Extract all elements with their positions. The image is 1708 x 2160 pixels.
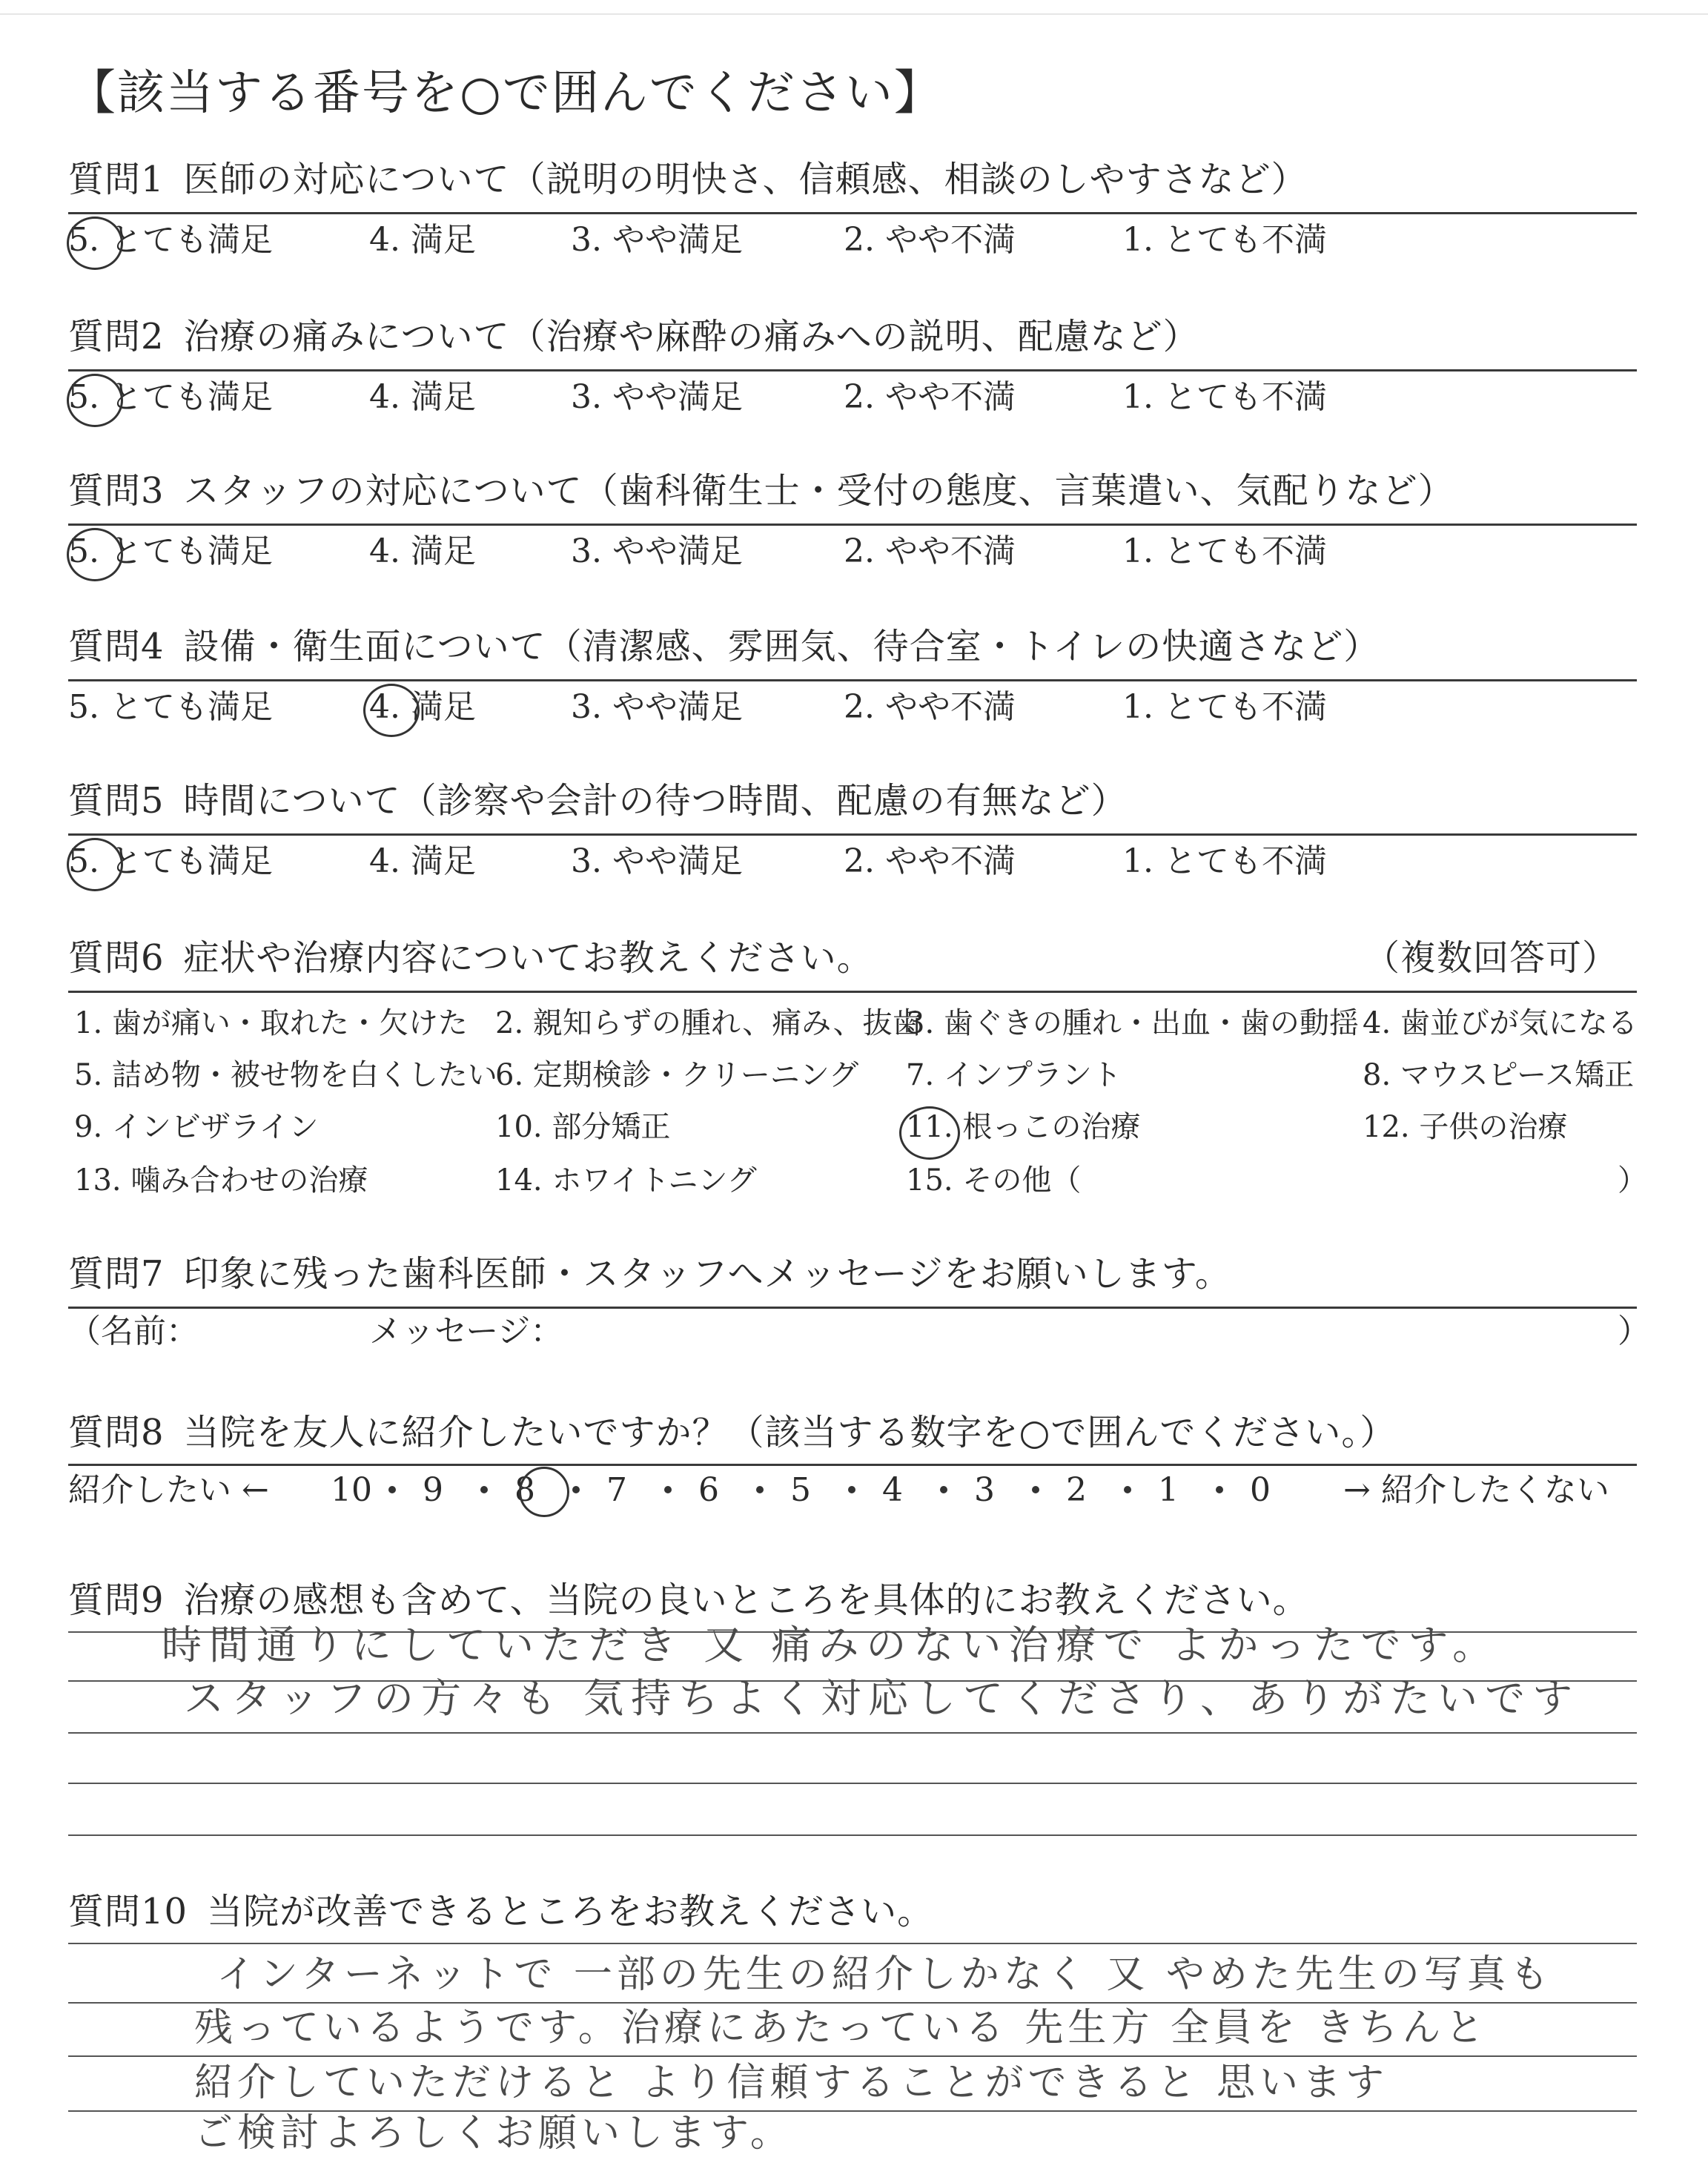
q5-number: 質問5 <box>68 780 165 822</box>
q8-scale-2[interactable]: 2 <box>1066 1471 1087 1509</box>
q1-option-2[interactable]: 2. やや不満 <box>844 221 1016 259</box>
q8-selection-circle <box>519 1467 569 1517</box>
q6-option-8[interactable]: 8. マウスピース矯正 <box>1363 1058 1635 1092</box>
q5-text: 時間について（診察や会計の待つ時間、配慮の有無など） <box>183 780 1128 822</box>
q2-option-3[interactable]: 3. やや満足 <box>571 378 743 416</box>
q6-option-6[interactable]: 6. 定期検診・クリーニング <box>495 1058 859 1092</box>
q10-rule-1 <box>68 1943 1637 1944</box>
q7-close-paren: ） <box>1618 1312 1650 1350</box>
q4-number: 質問4 <box>68 626 165 667</box>
q5-heading <box>68 779 1128 823</box>
q2-option-2[interactable]: 2. やや不満 <box>844 378 1016 416</box>
q10-number: 質問10 <box>68 1891 188 1932</box>
q10-answer-line-1: インターネットで 一部の先生の紹介しかなく 又 やめた先生の写真も <box>216 1952 1553 1997</box>
q1-option-5[interactable]: 5. とても満足 <box>68 221 273 259</box>
q8-scale-dot <box>388 1486 396 1493</box>
q8-scale-3[interactable]: 3 <box>974 1471 995 1509</box>
q8-left-label: 紹介したい ← <box>68 1471 269 1509</box>
q3-option-3[interactable]: 3. やや満足 <box>571 532 743 570</box>
q6-option-7[interactable]: 7. インプラント <box>906 1058 1122 1092</box>
q9-rule-4 <box>68 1783 1637 1784</box>
q9-answer-line-1: 時間通りにしていただき 又 痛みのない治療で よかったです。 <box>162 1622 1500 1668</box>
q8-number: 質問8 <box>68 1412 165 1453</box>
q5-rule <box>68 833 1637 836</box>
q3-option-2[interactable]: 2. やや不満 <box>844 532 1016 570</box>
q8-scale-7[interactable]: 7 <box>606 1471 627 1509</box>
q8-scale-1[interactable]: 1 <box>1158 1471 1179 1509</box>
q3-option-4[interactable]: 4. 満足 <box>369 532 476 570</box>
q8-scale-dot <box>1216 1486 1223 1493</box>
q1-option-1[interactable]: 1. とても不満 <box>1122 221 1327 259</box>
q3-selection-circle <box>67 528 123 581</box>
q1-heading <box>68 157 1308 202</box>
q6-option-2[interactable]: 2. 親知らずの腫れ、痛み、抜歯 <box>495 1006 922 1040</box>
q5-option-1[interactable]: 1. とても不満 <box>1122 842 1327 880</box>
q10-text: 当院が改善できるところをお教えください。 <box>207 1891 934 1932</box>
q9-number: 質問9 <box>68 1579 165 1621</box>
q4-option-1[interactable]: 1. とても不満 <box>1122 688 1327 726</box>
q1-number: 質問1 <box>68 159 165 200</box>
q7-number: 質問7 <box>68 1253 165 1295</box>
q6-option-12[interactable]: 12. 子供の治療 <box>1363 1110 1568 1144</box>
q4-option-4[interactable]: 4. 満足 <box>369 688 476 726</box>
q6-number: 質問6 <box>68 937 165 979</box>
q1-rule <box>68 212 1637 214</box>
q6-option-4[interactable]: 4. 歯並びが気になる <box>1363 1006 1638 1040</box>
q6-option-14[interactable]: 14. ホワイトニング <box>495 1163 757 1198</box>
q8-scale-10[interactable]: 10 <box>331 1471 372 1509</box>
q6-note: （複数回答可） <box>1364 937 1619 979</box>
q6-option-11[interactable]: 11. 根っこの治療 <box>906 1110 1141 1144</box>
q3-number: 質問3 <box>68 470 165 512</box>
q7-text: 印象に残った歯科医師・スタッフへメッセージをお願いします。 <box>183 1253 1231 1295</box>
q8-scale-dot <box>664 1486 672 1493</box>
q3-option-5[interactable]: 5. とても満足 <box>68 532 273 570</box>
q9-rule-5 <box>68 1834 1637 1836</box>
q2-option-1[interactable]: 1. とても不満 <box>1122 378 1327 416</box>
q4-option-5[interactable]: 5. とても満足 <box>68 688 273 726</box>
q8-right-label: → 紹介したくない <box>1343 1471 1609 1509</box>
q2-heading <box>68 314 1199 359</box>
q4-heading <box>68 624 1380 669</box>
q2-rule <box>68 369 1637 371</box>
q8-scale-8[interactable]: 8 <box>514 1471 535 1509</box>
q8-scale-dot <box>572 1486 580 1493</box>
q8-scale-dot <box>1032 1486 1039 1493</box>
q6-close-paren: ） <box>1618 1163 1647 1198</box>
q7-rule <box>68 1307 1637 1309</box>
q9-text: 治療の感想も含めて、当院の良いところを具体的にお教えください。 <box>183 1579 1309 1621</box>
q8-text: 当院を友人に紹介したいですか？（該当する数字を○で囲んでください。） <box>183 1412 1397 1453</box>
q6-option-10[interactable]: 10. 部分矯正 <box>495 1110 671 1144</box>
q6-selection-circle <box>899 1106 960 1160</box>
q4-option-3[interactable]: 3. やや満足 <box>571 688 743 726</box>
q10-heading <box>68 1889 933 1934</box>
q10-answer-line-2: 残っているようです。治療にあたっている 先生方 全員を きちんと <box>194 2006 1489 2050</box>
q9-rule-3 <box>68 1732 1637 1734</box>
q9-answer-line-2: スタッフの方々も 気持ちよく対応してくださり、ありがたいです <box>184 1675 1580 1722</box>
q5-selection-circle <box>67 838 123 891</box>
q10-answer-line-4: ご検討よろしくお願いします。 <box>194 2111 793 2156</box>
q8-heading <box>68 1410 1396 1455</box>
q1-selection-circle <box>67 217 123 270</box>
q6-option-13[interactable]: 13. 噛み合わせの治療 <box>74 1163 368 1198</box>
q6-heading <box>68 936 873 980</box>
q8-rule <box>68 1464 1637 1466</box>
q2-text: 治療の痛みについて（治療や麻酔の痛みへの説明、配慮など） <box>183 316 1199 357</box>
q1-option-3[interactable]: 3. やや満足 <box>571 221 743 259</box>
q8-scale-9[interactable]: 9 <box>423 1471 443 1509</box>
q2-selection-circle <box>67 374 123 427</box>
q8-scale-0[interactable]: 0 <box>1250 1471 1271 1509</box>
q5-option-5[interactable]: 5. とても満足 <box>68 842 273 880</box>
q3-rule <box>68 524 1637 526</box>
q8-scale-dot <box>480 1486 488 1493</box>
q4-rule <box>68 679 1637 681</box>
q6-option-5[interactable]: 5. 詰め物・被せ物を白くしたい <box>74 1058 497 1092</box>
q2-option-5[interactable]: 5. とても満足 <box>68 378 273 416</box>
q6-rule <box>68 991 1637 993</box>
q6-option-1[interactable]: 1. 歯が痛い・取れた・欠けた <box>74 1006 468 1040</box>
page-title: 【該当する番号を○で囲んでください】 <box>68 66 943 121</box>
q1-option-4[interactable]: 4. 満足 <box>369 221 476 259</box>
q7-heading <box>68 1252 1231 1296</box>
q3-text: スタッフの対応について（歯科衛生士・受付の態度、言葉遣い、気配りなど） <box>183 470 1454 512</box>
q8-scale-6[interactable]: 6 <box>698 1471 719 1509</box>
q8-scale-4[interactable]: 4 <box>882 1471 903 1509</box>
q4-option-2[interactable]: 2. やや不満 <box>844 688 1016 726</box>
q3-heading <box>68 469 1454 513</box>
q2-number: 質問2 <box>68 316 165 357</box>
q9-heading <box>68 1578 1309 1622</box>
scan-edge-line <box>0 13 1708 15</box>
q8-scale-dot <box>848 1486 855 1493</box>
q8-scale-5[interactable]: 5 <box>790 1471 811 1509</box>
q6-text: 症状や治療内容についてお教えください。 <box>183 937 873 979</box>
q5-option-3[interactable]: 3. やや満足 <box>571 842 743 880</box>
q7-message-label: メッセージ： <box>369 1312 563 1350</box>
q6-option-9[interactable]: 9. インビザライン <box>74 1110 319 1144</box>
q2-option-4[interactable]: 4. 満足 <box>369 378 476 416</box>
q1-text: 医師の対応について（説明の明快さ、信頼感、相談のしやすさなど） <box>183 159 1308 200</box>
q8-scale-dot <box>1124 1486 1131 1493</box>
q4-selection-circle <box>363 684 420 737</box>
q6-option-3[interactable]: 3. 歯ぐきの腫れ・出血・歯の動揺 <box>906 1006 1359 1040</box>
q8-scale-dot <box>940 1486 947 1493</box>
q5-option-2[interactable]: 2. やや不満 <box>844 842 1016 880</box>
q6-option-15[interactable]: 15. その他（ <box>906 1163 1082 1198</box>
q8-scale-dot <box>756 1486 764 1493</box>
q3-option-1[interactable]: 1. とても不満 <box>1122 532 1327 570</box>
q7-name-label: （名前： <box>68 1312 199 1350</box>
q5-option-4[interactable]: 4. 満足 <box>369 842 476 880</box>
q10-answer-line-3: 紹介していただけると より信頼することができると 思います <box>194 2061 1389 2105</box>
q4-text: 設備・衛生面について（清潔感、雰囲気、待合室・トイレの快適さなど） <box>183 626 1380 667</box>
